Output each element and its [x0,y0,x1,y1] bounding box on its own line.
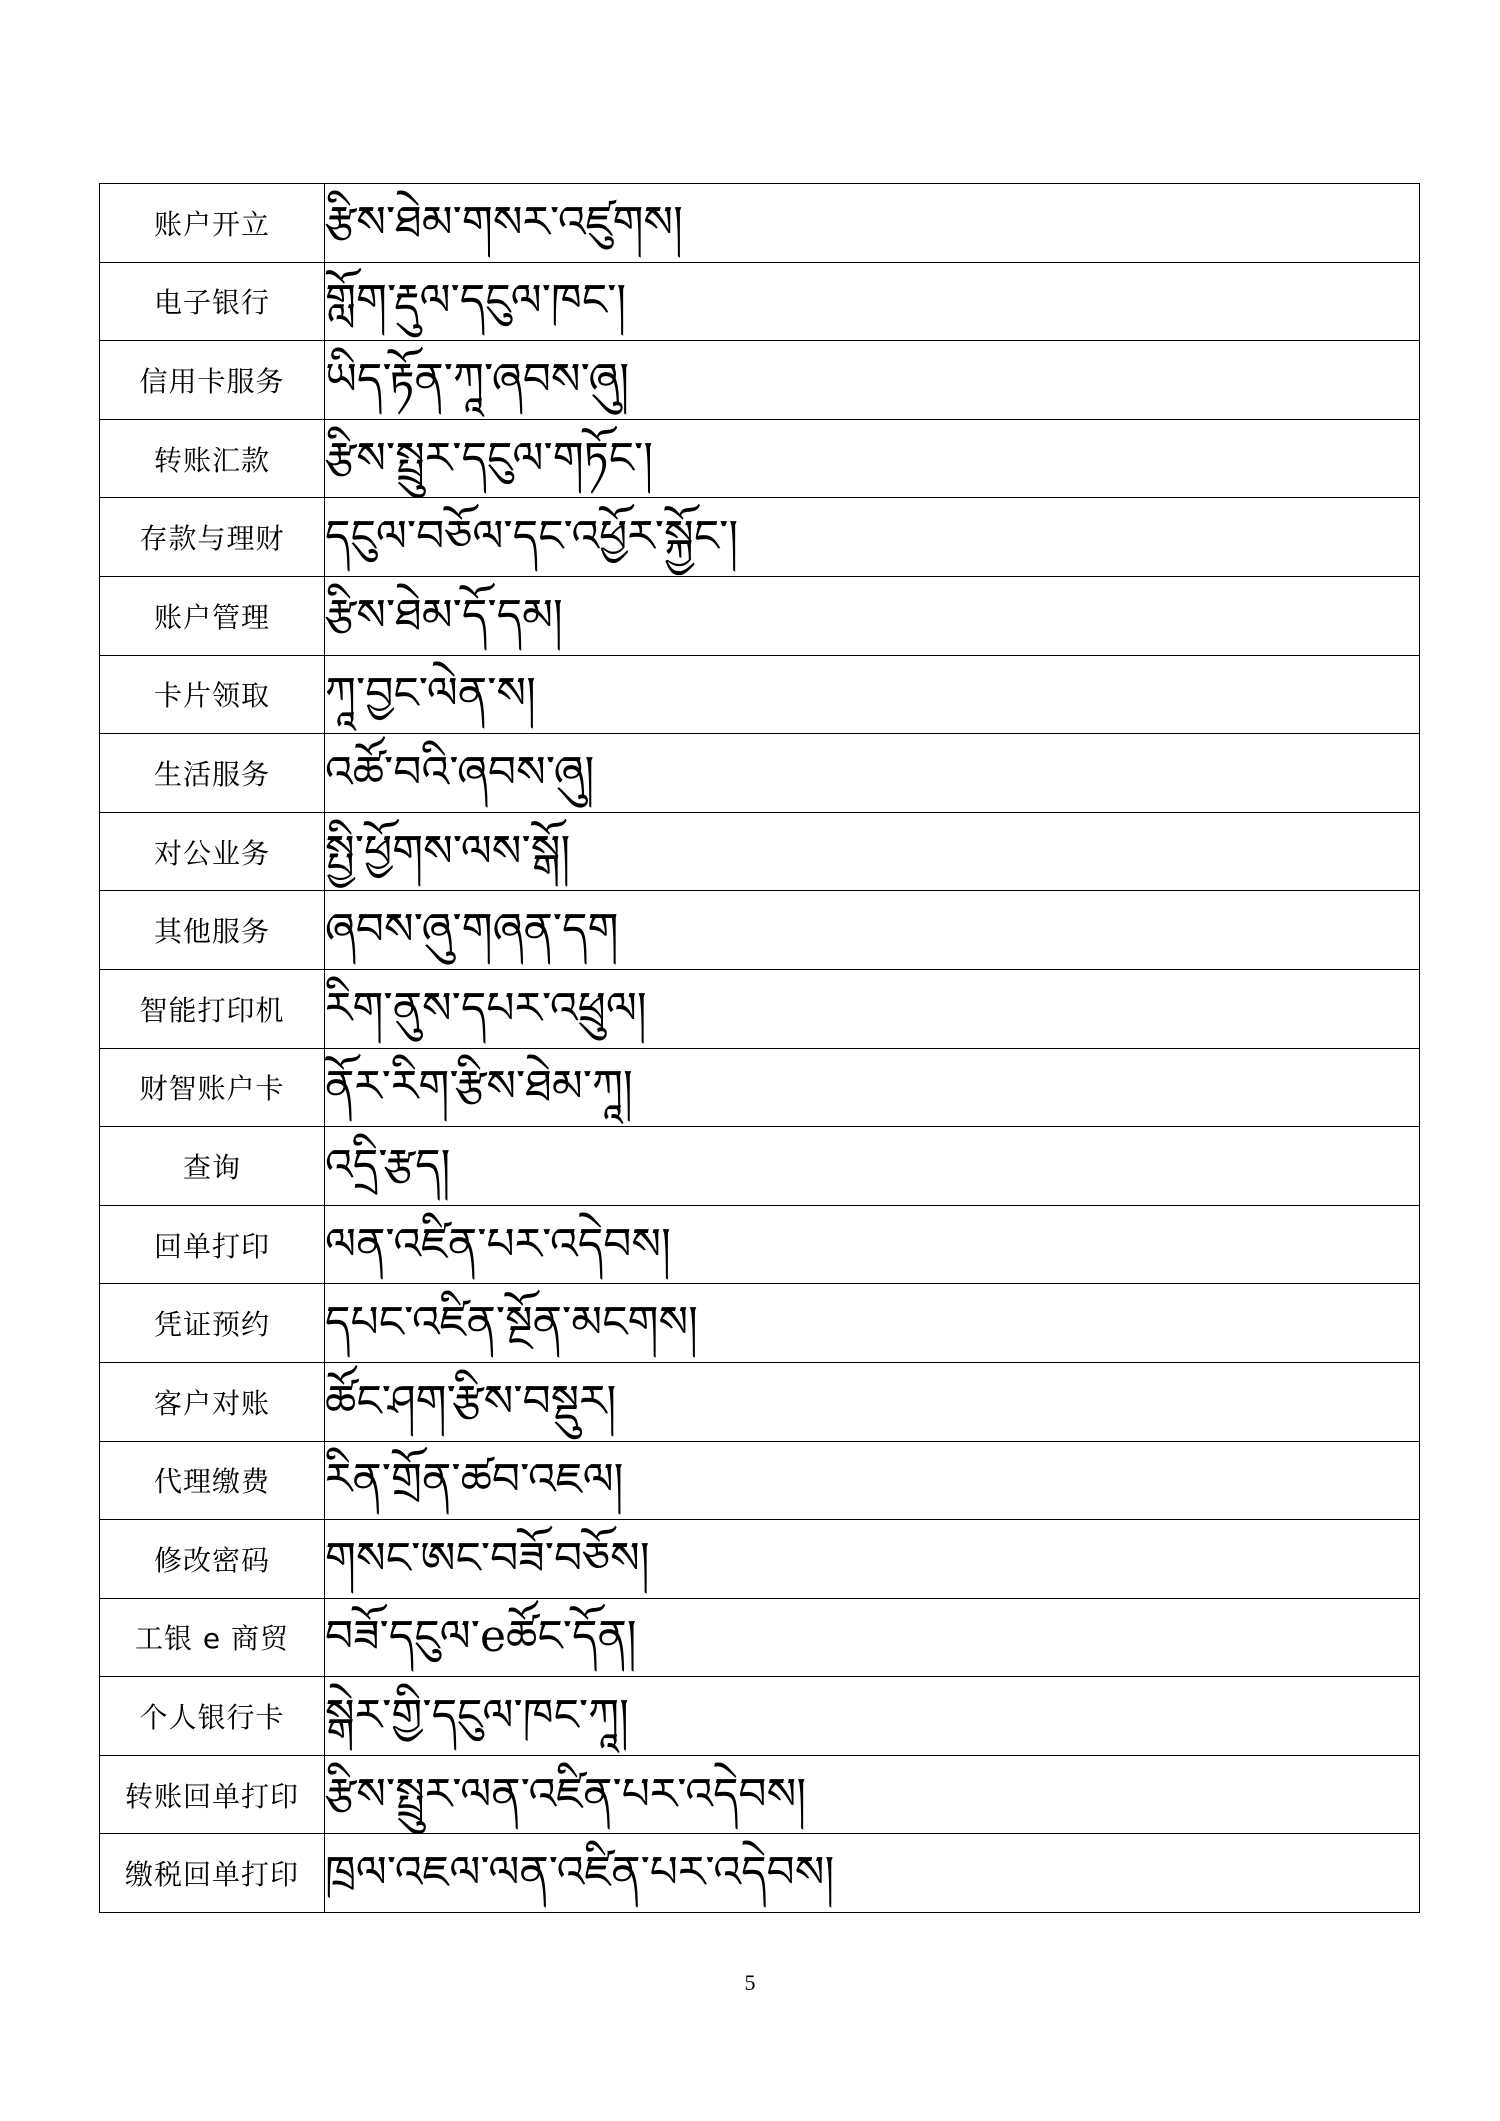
chinese-term: 其他服务 [100,891,325,970]
table-row [100,419,1420,498]
table-row [100,891,1420,970]
table-row [100,1755,1420,1834]
table-row [100,1284,1420,1363]
chinese-term: 凭证预约 [100,1284,325,1363]
tibetan-term: སྤྱི་ཕྱོགས་ལས་སྒོ། [325,812,1420,891]
chinese-term: 回单打印 [100,1205,325,1284]
chinese-term: 电子银行 [100,262,325,341]
tibetan-term: འདྲི་རྩད། [325,1127,1420,1206]
chinese-term: 账户开立 [100,184,325,263]
glossary-table-body [100,184,1420,1913]
chinese-term: 信用卡服务 [100,341,325,420]
table-row [100,1677,1420,1756]
tibetan-term: བཟོ་དངུལ་eཚོང་དོན། [325,1598,1420,1677]
table-row [100,1048,1420,1127]
chinese-term: 缴税回单打印 [100,1834,325,1913]
table-row [100,576,1420,655]
tibetan-term: ལན་འཛིན་པར་འདེབས། [325,1205,1420,1284]
tibetan-term: རྩིས་ཐེམ་དོ་དམ། [325,576,1420,655]
tibetan-term: རྩིས་ཐེམ་གསར་འཛུགས། [325,184,1420,263]
tibetan-term: གསང་ཨང་བཟོ་བཅོས། [325,1520,1420,1599]
tibetan-term: རྩིས་སྤྲུར་ལན་འཛིན་པར་འདེབས། [325,1755,1420,1834]
chinese-term: 查询 [100,1127,325,1206]
tibetan-term: ནོར་རིག་རྩིས་ཐེམ་ཀཱ། [325,1048,1420,1127]
table-row [100,655,1420,734]
tibetan-term: དངུལ་བཅོལ་དང་འཕྱོར་སྐྱོང་། [325,498,1420,577]
chinese-term: 生活服务 [100,734,325,813]
table-row [100,734,1420,813]
table-row [100,341,1420,420]
chinese-term: 个人银行卡 [100,1677,325,1756]
chinese-term: 转账汇款 [100,419,325,498]
glossary-table [99,183,1420,1913]
tibetan-term: གློག་རྡུལ་དངུལ་ཁང་། [325,262,1420,341]
table-row [100,1362,1420,1441]
chinese-term: 工银 e 商贸 [100,1598,325,1677]
table-row [100,1205,1420,1284]
chinese-term: 财智账户卡 [100,1048,325,1127]
tibetan-term: ཚོང་ཤག་རྩིས་བསྡུར། [325,1362,1420,1441]
chinese-term: 账户管理 [100,576,325,655]
table-row [100,498,1420,577]
table-row [100,969,1420,1048]
table-row [100,812,1420,891]
table-row [100,1520,1420,1599]
table-row [100,1127,1420,1206]
table-row [100,1834,1420,1913]
tibetan-term: རིན་གྲོན་ཚབ་འཇལ། [325,1441,1420,1520]
tibetan-term: ཞབས་ཞུ་གཞན་དག [325,891,1420,970]
tibetan-term: དཔང་འཛིན་སྔོན་མངགས། [325,1284,1420,1363]
tibetan-term: ཀཱ་བྱང་ལེན་ས། [325,655,1420,734]
chinese-term: 卡片领取 [100,655,325,734]
tibetan-term: ཡིད་རྟོན་ཀཱ་ཞབས་ཞུ། [325,341,1420,420]
tibetan-term: འཚོ་བའི་ཞབས་ཞུ། [325,734,1420,813]
chinese-term: 对公业务 [100,812,325,891]
tibetan-term: རིག་ནུས་དཔར་འཕྲུལ། [325,969,1420,1048]
tibetan-term: ཁྲལ་འཇལ་ལན་འཛིན་པར་འདེབས། [325,1834,1420,1913]
tibetan-term: སྒེར་གྱི་དངུལ་ཁང་ཀཱ། [325,1677,1420,1756]
table-row [100,262,1420,341]
chinese-term: 转账回单打印 [100,1755,325,1834]
chinese-term: 客户对账 [100,1362,325,1441]
chinese-term: 代理缴费 [100,1441,325,1520]
tibetan-term: རྩིས་སྤྲུར་དངུལ་གཏོང་། [325,419,1420,498]
table-row [100,184,1420,263]
chinese-term: 修改密码 [100,1520,325,1599]
table-row [100,1598,1420,1677]
table-row [100,1441,1420,1520]
chinese-term: 智能打印机 [100,969,325,1048]
page-number: 5 [744,1970,756,1995]
chinese-term: 存款与理财 [100,498,325,577]
